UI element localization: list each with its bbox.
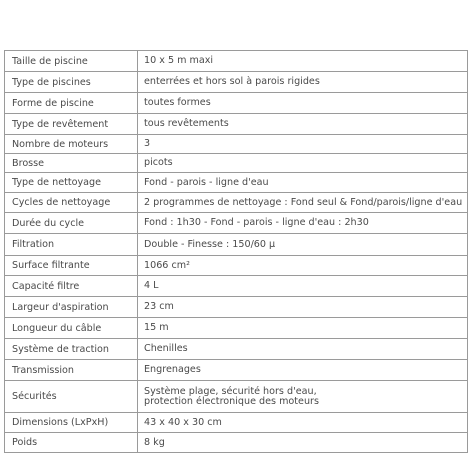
spec-value xyxy=(138,413,468,433)
spec-value xyxy=(138,234,468,256)
spec-row xyxy=(5,51,468,72)
spec-value-line: Système plage, sécurité hors d'eau, xyxy=(144,385,317,397)
spec-row xyxy=(5,173,468,193)
spec-value xyxy=(138,213,468,234)
spec-value-line: 4 L xyxy=(144,280,159,291)
spec-row xyxy=(5,193,468,213)
spec-value-line: 8 kg xyxy=(144,436,165,448)
spec-row xyxy=(5,360,468,381)
spec-row xyxy=(5,93,468,114)
spec-value xyxy=(138,114,468,135)
spec-value xyxy=(138,339,468,360)
spec-label: Nombre de moteurs xyxy=(5,135,138,154)
spec-label: Forme de piscine xyxy=(5,93,138,114)
spec-value xyxy=(138,193,468,213)
spec-label: Poids xyxy=(5,433,138,453)
spec-value xyxy=(138,381,468,413)
spec-value xyxy=(138,276,468,297)
spec-value-line: 2 programmes de nettoyage : Fond seul & Fond/parois/ligne d'eau xyxy=(144,196,463,208)
spec-table xyxy=(4,50,468,453)
spec-value xyxy=(138,256,468,276)
spec-row xyxy=(5,154,468,173)
spec-value-line: picots xyxy=(144,157,173,168)
spec-value-line: 10 x 5 m maxi xyxy=(144,55,214,66)
spec-label: Surface filtrante xyxy=(5,256,138,276)
spec-value xyxy=(138,297,468,318)
spec-label: Durée du cycle xyxy=(5,213,138,234)
spec-value-line: toutes formes xyxy=(144,97,211,108)
spec-row xyxy=(5,339,468,360)
spec-value-line: 1066 cm² xyxy=(144,259,190,271)
spec-value xyxy=(138,318,468,339)
spec-label: Cycles de nettoyage xyxy=(5,193,138,213)
spec-row xyxy=(5,318,468,339)
spec-label: Type de piscines xyxy=(5,72,138,93)
spec-value-line: protection électronique des moteurs xyxy=(144,395,319,407)
spec-value-line: Double - Finesse : 150/60 µ xyxy=(144,238,276,250)
spec-label: Type de revêtement xyxy=(5,114,138,135)
spec-label: Capacité filtre xyxy=(5,276,138,297)
spec-value xyxy=(138,173,468,193)
spec-label: Longueur du câble xyxy=(5,318,138,339)
spec-label: Transmission xyxy=(5,360,138,381)
spec-value-line: enterrées et hors sol à parois rigides xyxy=(144,76,320,87)
spec-label: Sécurités xyxy=(5,381,138,413)
spec-row xyxy=(5,381,468,413)
spec-row xyxy=(5,72,468,93)
spec-label: Taille de piscine xyxy=(5,51,138,72)
spec-value xyxy=(138,433,468,453)
spec-value xyxy=(138,93,468,114)
spec-value-line: Chenilles xyxy=(144,343,188,354)
spec-label: Système de traction xyxy=(5,339,138,360)
spec-value-line: 15 m xyxy=(144,322,169,333)
spec-label: Brosse xyxy=(5,154,138,173)
spec-row xyxy=(5,256,468,276)
spec-row xyxy=(5,234,468,256)
spec-row xyxy=(5,114,468,135)
spec-value-line: Engrenages xyxy=(144,364,201,375)
spec-value-line: 43 x 40 x 30 cm xyxy=(144,416,222,428)
spec-value xyxy=(138,154,468,173)
spec-label: Type de nettoyage xyxy=(5,173,138,193)
spec-value xyxy=(138,72,468,93)
spec-value-line: tous revêtements xyxy=(144,118,229,129)
spec-row xyxy=(5,433,468,453)
spec-value xyxy=(138,135,468,154)
spec-row xyxy=(5,276,468,297)
spec-table-body xyxy=(5,51,468,453)
spec-value xyxy=(138,360,468,381)
spec-label: Filtration xyxy=(5,234,138,256)
spec-label: Dimensions (LxPxH) xyxy=(5,413,138,433)
spec-row xyxy=(5,297,468,318)
spec-value-line: Fond : 1h30 - Fond - parois - ligne d'eau : 2h30 xyxy=(144,217,369,228)
spec-row xyxy=(5,213,468,234)
spec-value-line: 23 cm xyxy=(144,301,174,312)
spec-row xyxy=(5,135,468,154)
spec-value-line: Fond - parois - ligne d'eau xyxy=(144,176,269,188)
spec-row xyxy=(5,413,468,433)
spec-value xyxy=(138,51,468,72)
spec-label: Largeur d'aspiration xyxy=(5,297,138,318)
spec-value-line: 3 xyxy=(144,138,151,149)
